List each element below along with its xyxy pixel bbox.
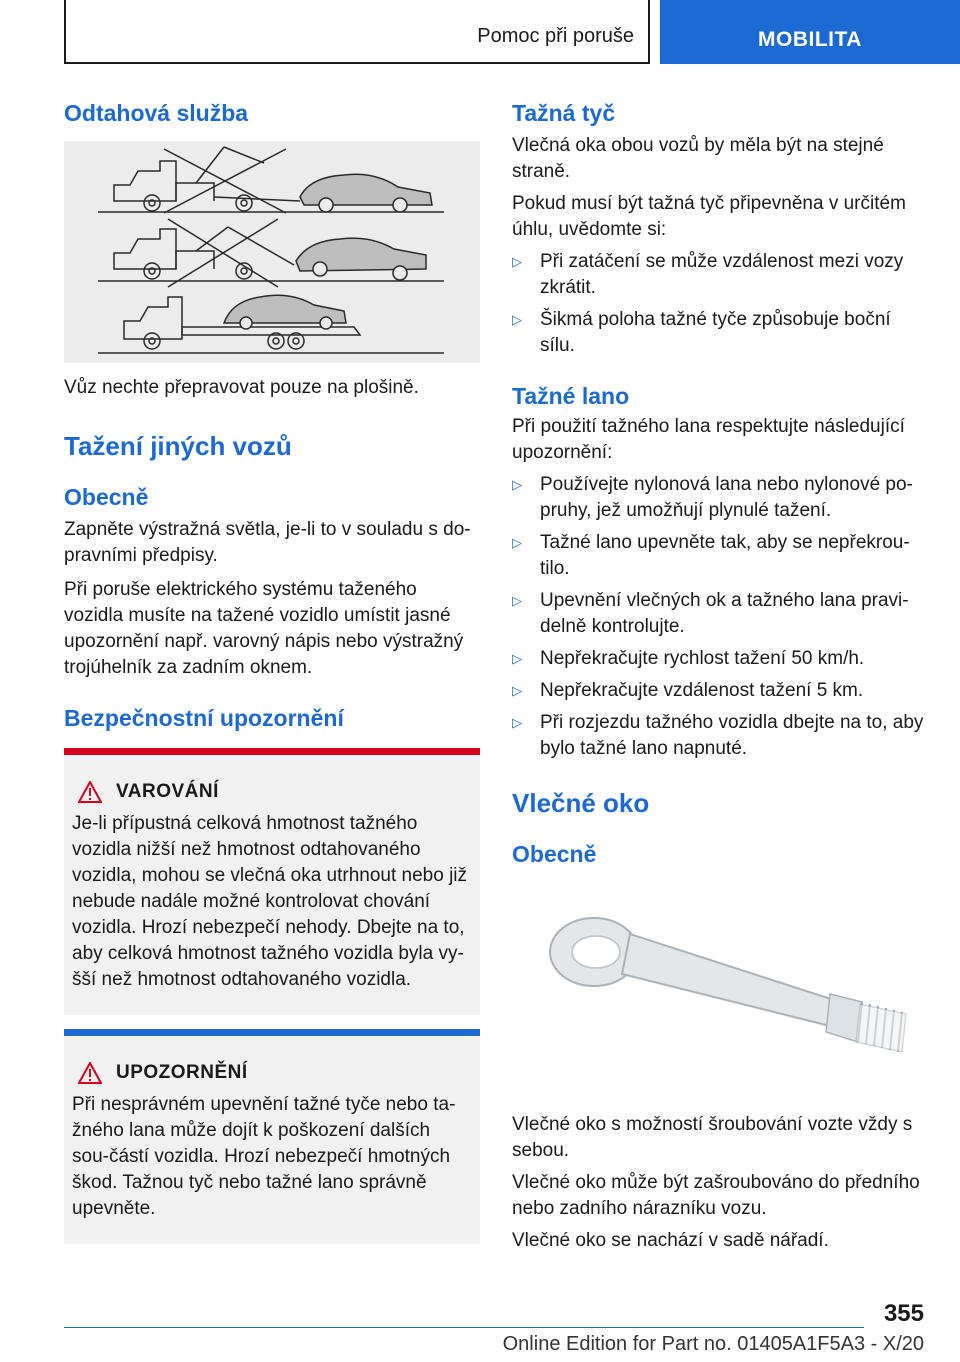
towing-service-caption: Vůz nechte přepravovat pouze na plošině. [64,377,419,398]
right-column [512,100,924,1254]
tow-bar-list [512,249,924,359]
warning-title: VAROVÁNÍ [116,781,219,802]
triangle-right-icon: ▷ [512,312,522,327]
caution-box [64,1029,480,1244]
caution-text: Při nesprávném upevnění tažné tyče nebo ta-žného lana může dojít k poškození dalších sou-částí vozidla. Hrozí nebezpečí hmotných škod. Tažnou tyč nebo tažné lano správně upevněte. [72,1094,456,1219]
list-item: ▷ Upevnění vlečných ok a tažného lana pravi-delně kontrolujte. [512,590,909,637]
list-item: ▷ Nepřekračujte rychlost tažení 50 km/h. [512,646,924,672]
tow-eye-general-heading: Obecně [512,841,597,867]
triangle-right-icon: ▷ [512,593,522,608]
warning-triangle-icon [78,781,102,803]
tow-rope-heading: Tažné lano [512,383,630,409]
triangle-right-icon: ▷ [512,535,522,550]
general-paragraph-2: Při poruše elektrického systému taženého vozidla musíte na tažené vozidlo umístit jasné upozornění např. varovný nápis nebo výstražný trojúhelník za zadním oknem. [64,579,464,678]
towing-service-heading: Odtahová služba [64,100,249,126]
tow-bar-heading: Tažná tyč [512,100,616,126]
warning-triangle-icon [78,1062,102,1084]
warning-header [72,781,470,803]
triangle-right-icon: ▷ [512,254,522,269]
tow-rope-paragraph-1: Při použití tažného lana respektujte následující upozornění: [512,416,905,463]
tow-eye-illustration [512,882,924,1112]
towing-methods-illustration [64,141,480,363]
warning-text: Je-li přípustná celková hmotnost tažného vozidla nižší než hmotnost odtahovaného vozidla, mohou se vlečná oka utrhnout nebo již nebude nadále možné kontrolovat chování vozidla. Hrozí nebezpečí nehody. Dbejte na to, aby celková hmotnost tažného vozidla byla vy-šší než hmotnost odtahovaného vozidla. [72,813,468,990]
general-paragraph-1: Zapněte výstražná světla, je-li to v souladu s do-pravními předpisy. [64,519,471,566]
tow-rope-list [512,472,924,762]
header-chapter-tab [660,0,960,64]
triangle-right-icon: ▷ [512,715,522,730]
tow-eye-heading: Vlečné oko [512,788,650,818]
towing-other-heading: Tažení jiných vozů [64,431,292,461]
edition-note: Online Edition for Part no. 01405A1F5A3 - X/20 [502,1333,924,1355]
caution-header [72,1062,470,1084]
left-column [64,100,480,1244]
header-section-box [64,0,650,64]
list-item: ▷ Tažné lano upevněte tak, aby se nepřekrou-tilo. [512,532,910,579]
header-chapter-title: MOBILITA [758,28,862,51]
warning-box [64,748,480,1015]
list-item: ▷ Při zatáčení se může vzdálenost mezi vozy zkrátit. [512,251,904,298]
list-item: ▷ Při rozjezdu tažného vozidla dbejte na to, aby bylo tažné lano napnuté. [512,712,924,759]
triangle-right-icon: ▷ [512,683,522,698]
tow-eye-paragraph-2: Vlečné oko může být zašroubováno do předního nebo zadního nárazníku vozu. [512,1172,920,1219]
triangle-right-icon: ▷ [512,651,522,666]
header-section-title: Pomoc při poruše [477,25,634,47]
tow-eye-paragraph-1: Vlečné oko s možností šroubování vozte vždy s sebou. [512,1114,913,1161]
general-heading: Obecně [64,484,149,510]
footer-divider [64,1327,864,1328]
triangle-right-icon: ▷ [512,477,522,492]
tow-bar-paragraph-1: Vlečná oka obou vozů by měla být na stejné straně. [512,135,884,182]
tow-bar-paragraph-2: Pokud musí být tažná tyč připevněna v určitém úhlu, uvědomte si: [512,193,906,240]
list-item: ▷ Nepřekračujte vzdálenost tažení 5 km. [512,678,924,704]
tow-eye-paragraph-3: Vlečné oko se nachází v sadě nářadí. [512,1230,829,1251]
caution-title: UPOZORNĚNÍ [116,1062,248,1083]
safety-heading: Bezpečnostní upozornění [64,705,344,731]
list-item: ▷ Šikmá poloha tažné tyče způsobuje boční sílu. [512,309,891,356]
page-number: 355 [883,1300,924,1327]
list-item: ▷ Používejte nylonová lana nebo nylonové po-pruhy, jež umožňují plynulé tažení. [512,474,913,521]
